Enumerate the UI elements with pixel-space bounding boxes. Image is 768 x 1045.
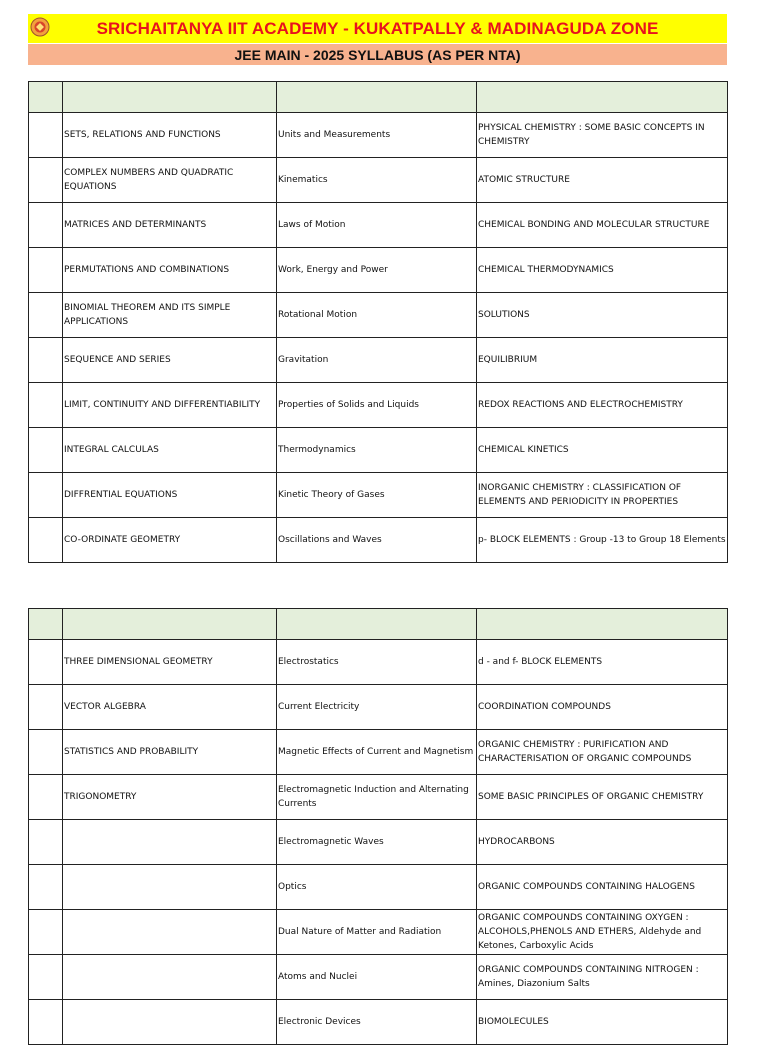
table-row [29, 518, 728, 563]
serial-cell [29, 685, 63, 730]
header-cell [477, 609, 728, 640]
physics-topic-cell: Dual Nature of Matter and Radiation [277, 910, 477, 955]
chemistry-topic-cell: CHEMICAL BONDING AND MOLECULAR STRUCTURE [477, 203, 728, 248]
table-row [29, 293, 728, 338]
serial-cell [29, 428, 63, 473]
physics-topic-cell: Rotational Motion [277, 293, 477, 338]
mathematics-topic-cell [63, 820, 277, 865]
physics-topic-cell: Current Electricity [277, 685, 477, 730]
chemistry-topic-cell: HYDROCARBONS [477, 820, 728, 865]
physics-topic-cell: Optics [277, 865, 477, 910]
table-row [29, 158, 728, 203]
academy-logo-icon [30, 17, 50, 37]
physics-topic-cell: Magnetic Effects of Current and Magnetism [277, 730, 477, 775]
header-cell [63, 609, 277, 640]
table-row [29, 113, 728, 158]
serial-cell [29, 293, 63, 338]
mathematics-topic-cell: CO-ORDINATE GEOMETRY [63, 518, 277, 563]
table-row [29, 685, 728, 730]
table-header-row [29, 82, 728, 113]
table-row [29, 730, 728, 775]
serial-cell [29, 518, 63, 563]
chemistry-topic-cell: ORGANIC CHEMISTRY : PURIFICATION AND CHARACTERISATION OF ORGANIC COMPOUNDS [477, 730, 728, 775]
mathematics-topic-cell: MATRICES AND DETERMINANTS [63, 203, 277, 248]
table-row [29, 820, 728, 865]
header-cell [29, 609, 63, 640]
physics-topic-cell: Work, Energy and Power [277, 248, 477, 293]
serial-cell [29, 775, 63, 820]
chemistry-topic-cell: SOME BASIC PRINCIPLES OF ORGANIC CHEMISTRY [477, 775, 728, 820]
table-row [29, 640, 728, 685]
mathematics-topic-cell: SEQUENCE AND SERIES [63, 338, 277, 383]
physics-topic-cell: Oscillations and Waves [277, 518, 477, 563]
header-cell [29, 82, 63, 113]
table-row [29, 1000, 728, 1045]
physics-topic-cell: Kinetic Theory of Gases [277, 473, 477, 518]
mathematics-topic-cell: BINOMIAL THEOREM AND ITS SIMPLE APPLICATIONS [63, 293, 277, 338]
serial-cell [29, 248, 63, 293]
table-header-row [29, 609, 728, 640]
table-row [29, 428, 728, 473]
chemistry-topic-cell: ORGANIC COMPOUNDS CONTAINING NITROGEN : Amines, Diazonium Salts [477, 955, 728, 1000]
table-row [29, 955, 728, 1000]
mathematics-topic-cell: THREE DIMENSIONAL GEOMETRY [63, 640, 277, 685]
mathematics-topic-cell: TRIGONOMETRY [63, 775, 277, 820]
chemistry-topic-cell: INORGANIC CHEMISTRY : CLASSIFICATION OF ELEMENTS AND PERIODICITY IN PROPERTIES [477, 473, 728, 518]
chemistry-topic-cell: CHEMICAL THERMODYNAMICS [477, 248, 728, 293]
physics-topic-cell: Electronic Devices [277, 1000, 477, 1045]
table-row [29, 775, 728, 820]
physics-topic-cell: Laws of Motion [277, 203, 477, 248]
table-row [29, 383, 728, 428]
serial-cell [29, 910, 63, 955]
chemistry-topic-cell: d - and f- BLOCK ELEMENTS [477, 640, 728, 685]
serial-cell [29, 473, 63, 518]
mathematics-topic-cell: PERMUTATIONS AND COMBINATIONS [63, 248, 277, 293]
syllabus-table-body [29, 609, 728, 1045]
physics-topic-cell: Properties of Solids and Liquids [277, 383, 477, 428]
syllabus-table-body [29, 82, 728, 563]
chemistry-topic-cell: REDOX REACTIONS AND ELECTROCHEMISTRY [477, 383, 728, 428]
physics-topic-cell: Electromagnetic Waves [277, 820, 477, 865]
chemistry-topic-cell: ORGANIC COMPOUNDS CONTAINING OXYGEN : ALCOHOLS,PHENOLS AND ETHERS, Aldehyde and Ketones, Carboxylic Acids [477, 910, 728, 955]
chemistry-topic-cell: ORGANIC COMPOUNDS CONTAINING HALOGENS [477, 865, 728, 910]
physics-topic-cell: Kinematics [277, 158, 477, 203]
chemistry-topic-cell: COORDINATION COMPOUNDS [477, 685, 728, 730]
physics-topic-cell: Thermodynamics [277, 428, 477, 473]
mathematics-topic-cell [63, 865, 277, 910]
physics-topic-cell: Electrostatics [277, 640, 477, 685]
mathematics-topic-cell: VECTOR ALGEBRA [63, 685, 277, 730]
physics-topic-cell: Atoms and Nuclei [277, 955, 477, 1000]
mathematics-topic-cell: DIFFRENTIAL EQUATIONS [63, 473, 277, 518]
physics-topic-cell: Electromagnetic Induction and Alternating Currents [277, 775, 477, 820]
table-row [29, 248, 728, 293]
mathematics-topic-cell: INTEGRAL CALCULAS [63, 428, 277, 473]
table-row [29, 910, 728, 955]
serial-cell [29, 820, 63, 865]
mathematics-topic-cell: LIMIT, CONTINUITY AND DIFFERENTIABILITY [63, 383, 277, 428]
physics-topic-cell: Gravitation [277, 338, 477, 383]
serial-cell [29, 640, 63, 685]
mathematics-topic-cell [63, 955, 277, 1000]
chemistry-topic-cell: BIOMOLECULES [477, 1000, 728, 1045]
serial-cell [29, 383, 63, 428]
mathematics-topic-cell: COMPLEX NUMBERS AND QUADRATIC EQUATIONS [63, 158, 277, 203]
header-cell [277, 609, 477, 640]
serial-cell [29, 203, 63, 248]
mathematics-topic-cell [63, 910, 277, 955]
serial-cell [29, 338, 63, 383]
page-subtitle: JEE MAIN - 2025 SYLLABUS (AS PER NTA) [234, 46, 521, 63]
serial-cell [29, 158, 63, 203]
serial-cell [29, 113, 63, 158]
header-cell [63, 82, 277, 113]
table-row [29, 473, 728, 518]
table-row [29, 865, 728, 910]
mathematics-topic-cell [63, 1000, 277, 1045]
serial-cell [29, 865, 63, 910]
serial-cell [29, 1000, 63, 1045]
mathematics-topic-cell: STATISTICS AND PROBABILITY [63, 730, 277, 775]
subtitle-banner [28, 44, 727, 65]
chemistry-topic-cell: EQUILIBRIUM [477, 338, 728, 383]
syllabus-table-1 [28, 81, 728, 563]
serial-cell [29, 730, 63, 775]
chemistry-topic-cell: SOLUTIONS [477, 293, 728, 338]
chemistry-topic-cell: CHEMICAL KINETICS [477, 428, 728, 473]
header-cell [477, 82, 728, 113]
chemistry-topic-cell: PHYSICAL CHEMISTRY : SOME BASIC CONCEPTS IN CHEMISTRY [477, 113, 728, 158]
header-cell [277, 82, 477, 113]
table-row [29, 338, 728, 383]
chemistry-topic-cell: p- BLOCK ELEMENTS : Group -13 to Group 18 Elements [477, 518, 728, 563]
chemistry-topic-cell: ATOMIC STRUCTURE [477, 158, 728, 203]
physics-topic-cell: Units and Measurements [277, 113, 477, 158]
syllabus-table-2 [28, 608, 728, 1045]
page-title: SRICHAITANYA IIT ACADEMY - KUKATPALLY & MADINAGUDA ZONE [96, 18, 659, 38]
title-banner [28, 14, 727, 43]
serial-cell [29, 955, 63, 1000]
mathematics-topic-cell: SETS, RELATIONS AND FUNCTIONS [63, 113, 277, 158]
table-row [29, 203, 728, 248]
